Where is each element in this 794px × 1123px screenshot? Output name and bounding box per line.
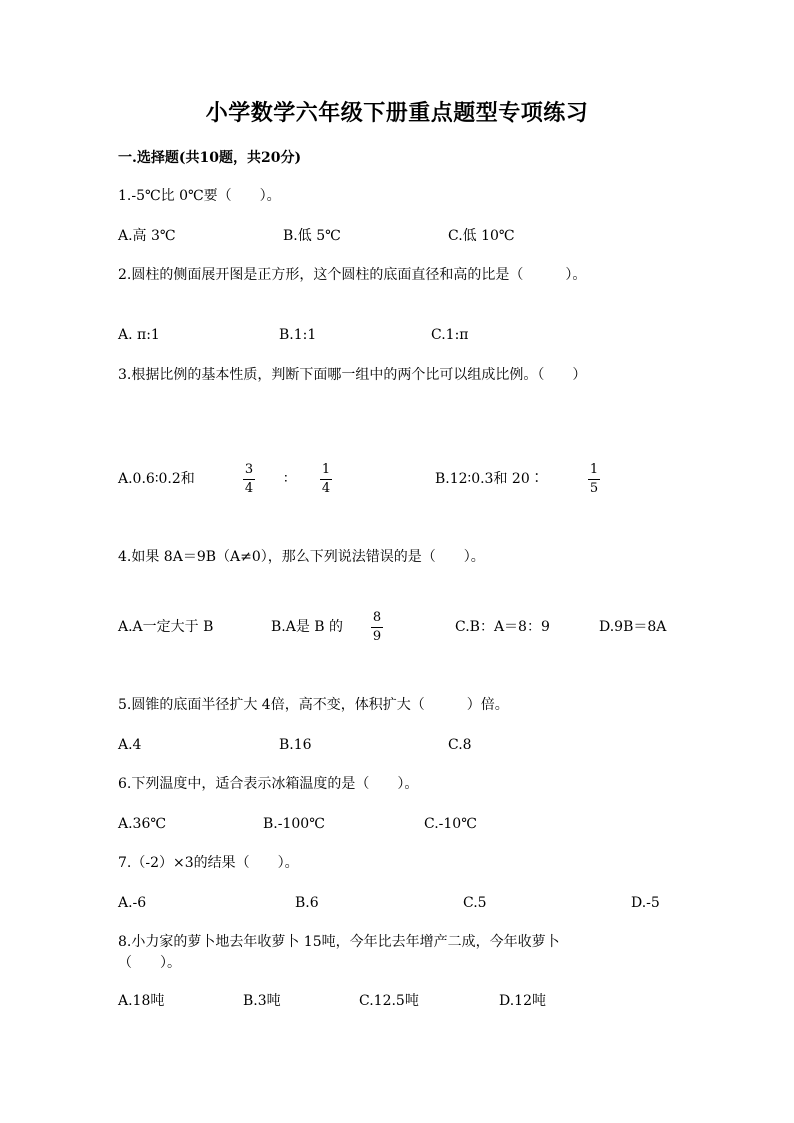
question-7-option-a: A.-6: [118, 895, 147, 911]
question-7-option-d: D.-5: [631, 895, 660, 911]
question-1-stem: 1.-5℃比 0℃要（ ）。: [118, 188, 281, 204]
fraction-bar: [371, 627, 383, 628]
question-6-option-c: C.-10℃: [424, 816, 477, 832]
question-7-stem: 7.（-2）×3的结果（ ）。: [118, 855, 299, 871]
question-6-stem: 6.下列温度中，适合表示冰箱温度的是（ ）。: [118, 776, 419, 792]
question-8-stem-line-2: （ ）。: [118, 955, 181, 971]
fraction-numerator: 1: [321, 462, 331, 477]
question-5-option-b: B.16: [279, 737, 312, 753]
question-8-option-d: D.12吨: [499, 993, 546, 1009]
question-4-option-c: C.B：A＝8：9: [455, 619, 550, 635]
question-8-option-c: C.12.5吨: [359, 993, 419, 1009]
question-4-option-a: A.A一定大于 B: [118, 619, 214, 635]
question-5-option-a: A.4: [118, 737, 142, 753]
question-2-option-c: C.1:π: [431, 327, 469, 343]
question-2-option-a: A. π:1: [118, 327, 160, 343]
fraction-numerator: 1: [589, 462, 599, 477]
question-4-option-b-fraction: [371, 611, 383, 644]
question-8-option-a: A.18吨: [118, 993, 165, 1009]
question-3-option-b-text: B.12∶0.3和 20∶: [435, 471, 544, 487]
question-3-option-b-fraction: [588, 463, 600, 496]
fraction-denominator: 9: [372, 629, 382, 644]
question-6-option-b: B.-100℃: [263, 816, 325, 832]
question-7-option-b: B.6: [295, 895, 319, 911]
question-1-option-a: A.高 3℃: [118, 228, 176, 244]
question-1-option-b: B.低 5℃: [283, 228, 341, 244]
question-7-option-c: C.5: [463, 895, 487, 911]
question-6-option-a: A.36℃: [118, 816, 167, 832]
question-8-option-b: B.3吨: [243, 993, 281, 1009]
section-heading: 一.选择题(共10题，共20分): [118, 150, 302, 166]
question-1-option-c: C.低 10℃: [448, 228, 515, 244]
question-3-option-a-text: A.0.6∶0.2和: [118, 471, 195, 487]
question-3-option-a-fraction-1: [243, 463, 255, 496]
question-4-option-b-text: B.A是 B 的: [271, 619, 344, 635]
fraction-bar: [320, 479, 332, 480]
question-2-stem: 2.圆柱的侧面展开图是正方形，这个圆柱的底面直径和高的比是（ ）。: [118, 267, 587, 283]
question-5-option-c: C.8: [448, 737, 472, 753]
fraction-bar: [588, 479, 600, 480]
fraction-denominator: 4: [244, 481, 254, 496]
question-2-option-b: B.1:1: [279, 327, 317, 343]
question-3-stem: 3.根据比例的基本性质，判断下面哪一组中的两个比可以组成比例。（ ）: [118, 367, 587, 383]
question-5-stem: 5.圆锥的底面半径扩大 4倍，高不变，体积扩大（ ）倍。: [118, 697, 509, 713]
fraction-bar: [243, 479, 255, 480]
question-3-option-a-colon: ∶: [284, 471, 288, 487]
question-8-stem-line-1: 8.小力家的萝卜地去年收萝卜 15吨，今年比去年增产二成，今年收萝卜: [118, 934, 560, 950]
fraction-numerator: 3: [244, 462, 254, 477]
page-title: 小学数学六年级下册重点题型专项练习: [205, 100, 589, 126]
fraction-denominator: 5: [589, 481, 599, 496]
fraction-numerator: 8: [372, 610, 382, 625]
question-4-option-d: D.9B＝8A: [599, 619, 667, 635]
question-3-option-a-fraction-2: [320, 463, 332, 496]
question-4-stem: 4.如果 8A＝9B（A≠0），那么下列说法错误的是（ ）。: [118, 549, 485, 565]
fraction-denominator: 4: [321, 481, 331, 496]
